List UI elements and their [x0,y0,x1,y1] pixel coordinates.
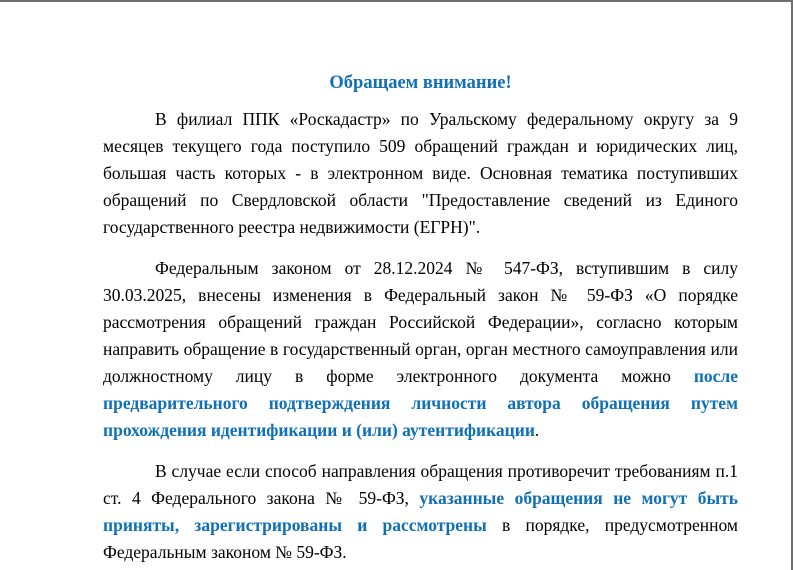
highlight-run: указанные обращения не могут быть приняты, зарегистрированы и рассмотрены [103,488,739,535]
text-run: В филиал ППК «Роскадастр» по Уральскому федеральному округу за 9 месяцев текущего года поступило 509 обращений граждан и юридических лиц, большая часть которых - в электронном виде. Основная тематика поступивших обращений по Свердловской области "Предоставление сведений из Единого государственного реестра недвижимости (ЕГРН)". [103,109,738,237]
paragraph-consequences [103,458,738,566]
notice-heading: Обращаем внимание! [329,73,512,93]
text-run: Федеральным законом от 28.12.2024 № 547-ФЗ, вступившим в силу 30.03.2025, внесены изменения в Федеральный закон № 59-ФЗ «О порядке рассмотрения обращений граждан Российской Федерации», согласно которым направить обращение в государственный орган, орган местного самоуправления или должностному лицу в форме электронного документа можно [103,258,738,386]
paragraph-intro [103,106,738,241]
text-run: в порядке, предусмотренном Федеральным законом № 59-ФЗ. [103,515,738,562]
document-content [0,2,791,566]
text-run: В случае если способ направления обращения противоречит требованиям п.1 ст. 4 Федерального закона № 59-ФЗ, [103,461,738,508]
text-run: . [534,420,540,440]
highlight-run: после предварительного подтверждения личности автора обращения путем прохождения идентификации и (или) аутентификации [103,366,738,440]
paragraph-law-changes [103,255,738,444]
